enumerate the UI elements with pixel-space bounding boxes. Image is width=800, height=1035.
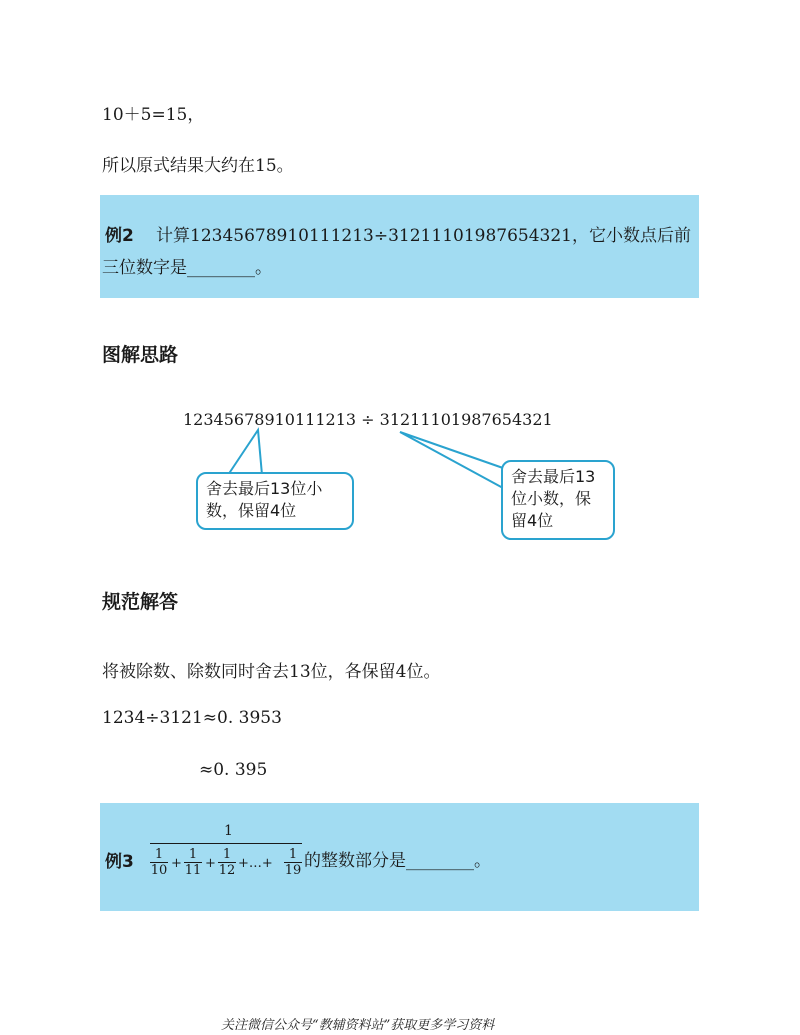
- term-fraction-1-10: 1 10: [150, 847, 168, 878]
- callout-right-pointer: [400, 432, 503, 488]
- text-line-conclusion: 所以原式结果大约在15。: [102, 156, 294, 176]
- callout-right-line1: 舍去最后13: [511, 467, 596, 486]
- heading-diagram-idea: 图解思路: [102, 344, 179, 366]
- callout-left-pointer: [228, 430, 262, 475]
- footer-note: 关注微信公众号“教辅资料站”获取更多学习资料: [221, 1018, 495, 1033]
- example-3-tail-text: 的整数部分是________。: [304, 851, 491, 871]
- term-fraction-1-19: 1 19: [284, 847, 302, 878]
- term-fraction-1-11: 1 11: [184, 847, 202, 878]
- plus-sign-2: +: [205, 856, 216, 871]
- callout-left-line1: 舍去最后13位小: [206, 479, 323, 498]
- solution-step-1: 将被除数、除数同时舍去13位，各保留4位。: [102, 662, 441, 682]
- ellipsis-sum: +…+: [238, 856, 273, 871]
- callout-left-line2: 数，保留4位: [206, 501, 297, 520]
- solution-step-2: 1234÷3121≈0. 3953: [102, 708, 282, 728]
- callout-right-line2: 位小数，保: [511, 489, 592, 508]
- solution-step-3: ≈0. 395: [199, 760, 268, 780]
- callout-right-line3: 留4位: [511, 511, 554, 530]
- callout-right: [501, 460, 615, 540]
- heading-standard-answer: 规范解答: [102, 591, 179, 613]
- callout-left: [196, 472, 354, 530]
- plus-sign-1: +: [171, 856, 182, 871]
- example-2-text-line2: 三位数字是________。: [102, 258, 272, 278]
- example-2-label: 例2: [105, 226, 134, 246]
- main-fraction-bar: [150, 843, 302, 844]
- diagram-expression: 12345678910111213 ÷ 31211101987654321: [183, 410, 553, 429]
- example-3-box: [100, 803, 699, 911]
- text-line-sum: 10＋5=15，: [102, 105, 205, 125]
- example-2-text-line1: 计算12345678910111213÷31211101987654321，它小数点后前: [156, 226, 691, 246]
- term-fraction-1-12: 1 12: [218, 847, 236, 878]
- main-fraction-numerator: 1: [224, 823, 233, 839]
- example-3-label: 例3: [105, 852, 134, 872]
